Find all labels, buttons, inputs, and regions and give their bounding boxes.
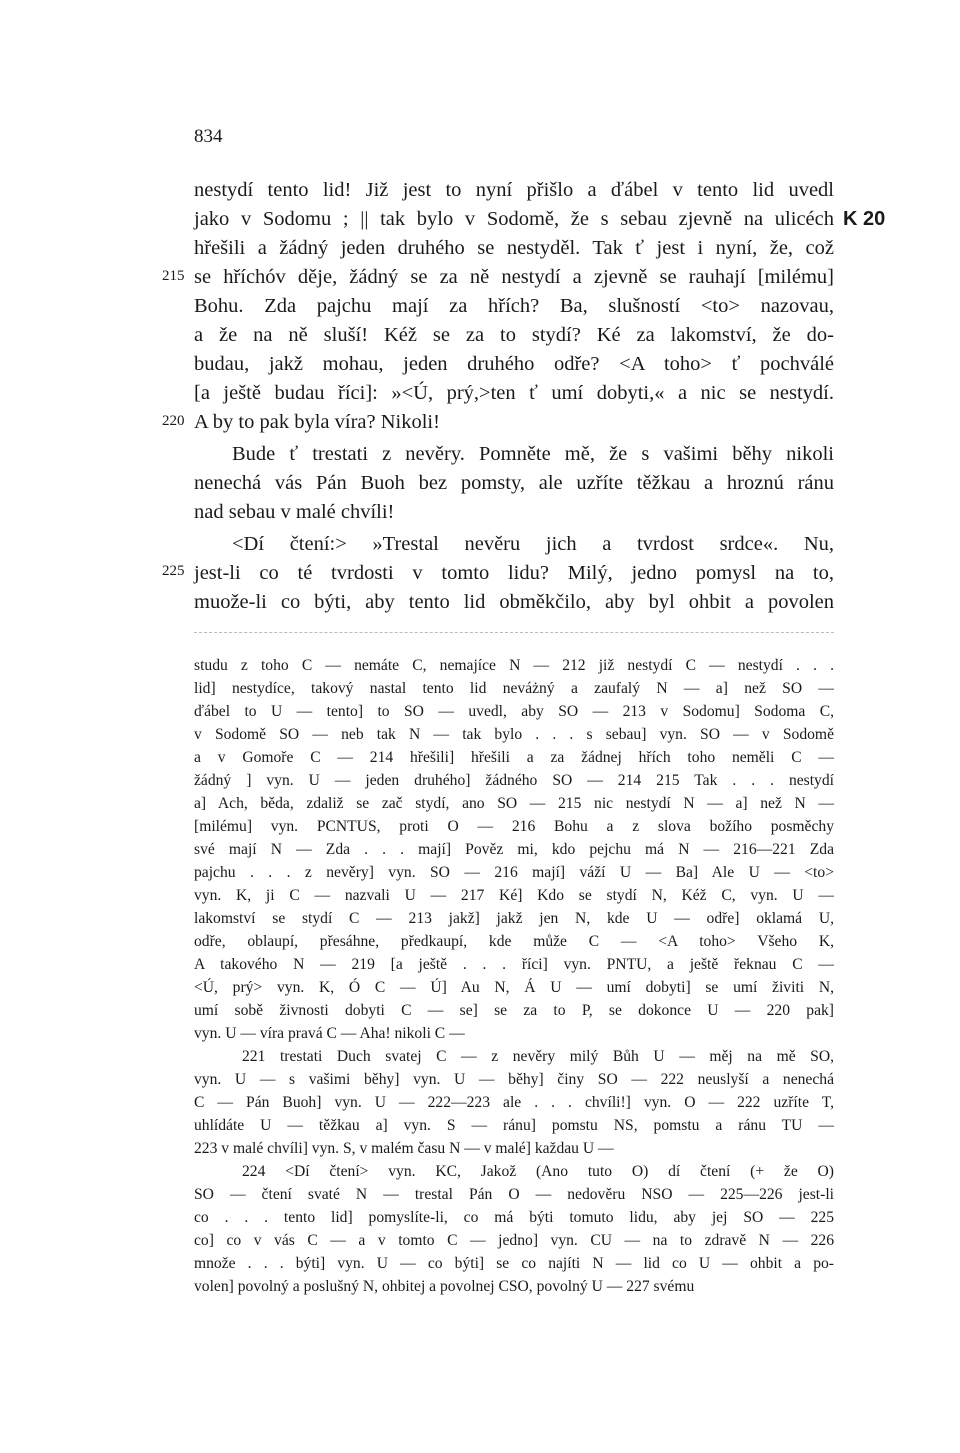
note-line: žádný ] vyn. U — jeden druhého] žádného SO — 214 215 Tak . . . nestydí — [194, 772, 834, 789]
note-line: C — Pán Buoh] vyn. U — 222—223 ale . . . chvíli!] vyn. O — 222 uzříte T, — [194, 1094, 834, 1111]
line-number: 225 — [162, 563, 185, 579]
note-line: vyn. K, ji C — nazvali U — 217 Ké] Kdo se stydí N, Kéž C, vyn. U — — [194, 887, 834, 904]
note-line: v Sodomě SO — neb tak N — tak bylo . . . s sebau] vyn. SO — v Sodomě — [194, 726, 834, 743]
main-line: muože-li co býti, aby tento lid obměkčilo, aby byl ohbit a povolen — [194, 591, 834, 613]
note-line: SO — čtení svaté N — trestal Pán O — nedověru NSO — 225—226 jest-li — [194, 1186, 834, 1203]
main-line: nestydí tento lid! Již jest to nyní přišlo a ďábel v tento lid uvedl — [194, 179, 834, 201]
main-line: [a ještě budau říci]: »<Ú, prý,>ten ť umí dobyti,« a nic se nestydí. — [194, 382, 834, 404]
main-line: jest-li co té tvrdosti v tomto lidu? Milý, jedno pomysl na to, — [194, 562, 834, 584]
note-line: A takového N — 219 [a ještě . . . říci] vyn. PNTU, a ještě řeknau C — — [194, 956, 834, 973]
line-number: 215 — [162, 268, 185, 284]
line-number: 220 — [162, 413, 185, 429]
note-line: a] Ach, běda, zdaliž se zač stydí, ano SO — 215 nic nestydí N — a] než N — — [194, 795, 834, 812]
note-line: umí sobě živnosti dobyti C — se] se za to P, se dokonce U — 220 pak] — [194, 1002, 834, 1019]
note-line: 223 v malé chvíli] vyn. S, v malém času N — v malé] každau U — — [194, 1140, 614, 1157]
note-line: 224 <Dí čtení> vyn. KC, Jakož (Ano tuto O) dí čtení (+ že O) — [242, 1163, 834, 1180]
note-line: volen] povolný a poslušný N, ohbitej a povolnej CSO, povolný U — 227 svému — [194, 1278, 695, 1295]
note-line: množe . . . býti] vyn. U — co býti] se co najíti N — lid co U — ohbit a po- — [194, 1255, 834, 1272]
main-line: Bude ť trestati z nevěry. Pomněte mě, že s vašimi běhy nikoli — [232, 443, 834, 465]
note-line: co] co v vás C — a v tomto C — jedno] vyn. CU — na to zdravě N — 226 — [194, 1232, 834, 1249]
main-line: budau, jakž mohau, jeden druhého odře? <A toho> ť pochválé — [194, 353, 834, 375]
note-line: co . . . tento lid] pomyslíte-li, co má býti tomuto lidu, aby jej SO — 225 — [194, 1209, 834, 1226]
note-line: uhlídáte U — těžkau a] vyn. S — ránu] pomstu NS, pomstu a ránu TU — — [194, 1117, 834, 1134]
note-line: studu z toho C — nemáte C, nemajíce N — 212 již nestydí C — nestydí . . . — [194, 657, 834, 674]
main-line: hřešili a žádný jeden druhého se nestyděl. Tak ť jest i nyní, že, což — [194, 237, 834, 259]
main-line: se hříchóv děje, žádný se za ně nestydí a zjevně se rauhají [milému] — [194, 266, 834, 288]
note-line: vyn. U — víra pravá C — Aha! nikoli C — — [194, 1025, 465, 1042]
footnote-separator — [194, 632, 834, 633]
main-line: <Dí čtení:> »Trestal nevěru jich a tvrdost srdce«. Nu, — [232, 533, 834, 555]
main-line: nenechá vás Pán Buoh bez pomsty, ale uzříte těžkau a hroznú ránu — [194, 472, 834, 494]
note-line: ďábel to U — tento] to SO — uvedl, aby SO — 213 v Sodomu] Sodoma C, — [194, 703, 834, 720]
margin-reference: K 20 — [843, 208, 886, 230]
main-line: a že na ně sluší! Kéž se za to stydí? Ké za lakomství, že do- — [194, 324, 834, 346]
note-line: pajchu . . . z nevěry] vyn. SO — 216 mají] váží U — Ba] Ale U — <to> — [194, 864, 834, 881]
note-line: lakomství se stydí C — 213 jakž] jakž jen N, kde U — odře] oklamá U, — [194, 910, 834, 927]
note-line: a v Gomoře C — 214 hřešili] hřešili a za žádnej hřích toho neměli C — — [194, 749, 834, 766]
note-line: odře, oblaupí, přesáhne, předkaupí, kde může C — <A toho> Všeho K, — [194, 933, 834, 950]
note-line: vyn. U — s vašimi běhy] vyn. U — běhy] činy SO — 222 neuslyší a nenechá — [194, 1071, 834, 1088]
main-line: nad sebau v malé chvíli! — [194, 501, 395, 523]
page-number: 834 — [194, 126, 223, 147]
note-line: lid] nestydíce, takový nastal tento lid neváżný a zaufalý N — a] než SO — — [194, 680, 834, 697]
main-line: Bohu. Zda pajchu mají za hřích? Ba, slušností <to> nazovau, — [194, 295, 834, 317]
note-line: <Ú, prý> vyn. K, Ó C — Ú] Au N, Á U — umí dobyti] se umí živiti N, — [194, 979, 834, 996]
note-line: [milému] vyn. PCNTUS, proti O — 216 Bohu a z slova božího posměchy — [194, 818, 834, 835]
main-line: jako v Sodomu ; || tak bylo v Sodomě, že s sebau zjevně na ulicéch — [194, 208, 834, 230]
note-line: 221 trestati Duch svatej C — z nevěry milý Bůh U — měj na mě SO, — [242, 1048, 834, 1065]
main-line: A by to pak byla víra? Nikoli! — [194, 411, 440, 433]
note-line: své mají N — Zda . . . mají] Pověz mi, kdo pejchu má N — 216—221 Zda — [194, 841, 834, 858]
